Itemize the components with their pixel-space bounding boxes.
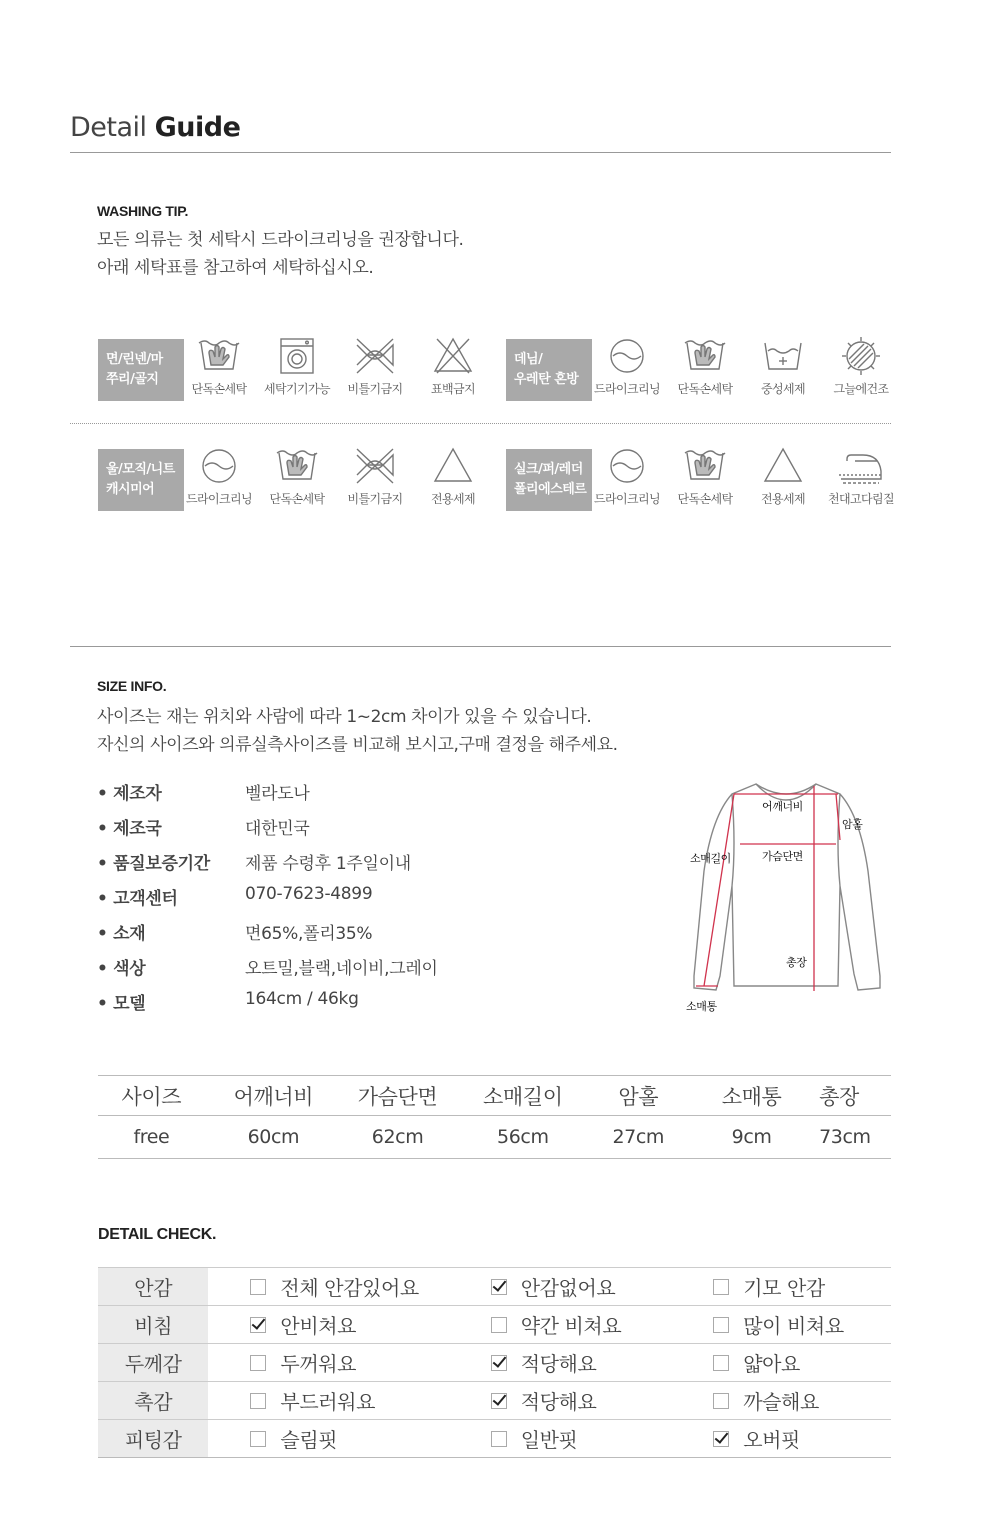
page-title [70, 112, 240, 143]
size-header: 암홀 [593, 1076, 685, 1116]
checkbox[interactable] [491, 1431, 507, 1447]
spec-value: 대한민국 [245, 819, 310, 839]
check-row [98, 1268, 891, 1306]
checkbox[interactable] [250, 1393, 266, 1409]
checkbox[interactable] [713, 1279, 729, 1295]
wash-item [180, 335, 258, 397]
check-option-label: 오버핏 [743, 1428, 800, 1452]
wash-label: 비틀기금지 [347, 382, 403, 396]
title-bold: Guide [154, 112, 241, 143]
check-label: 촉감 [98, 1382, 208, 1420]
wash-label: 표백금지 [431, 382, 475, 396]
washing-line: 모든 의류는 첫 세탁시 드라이크리닝을 권장합니다. [97, 230, 464, 250]
wash-item [822, 335, 900, 397]
check-label: 안감 [98, 1268, 208, 1306]
wash-item [588, 445, 666, 507]
check-label: 두께감 [98, 1344, 208, 1382]
check-option[interactable] [491, 1424, 714, 1453]
size-cell: 27cm [593, 1116, 685, 1159]
check-option-cell [208, 1344, 490, 1382]
check-option[interactable] [250, 1272, 490, 1301]
size-cell: 60cm [205, 1116, 342, 1159]
guide-chest: 가슴단면 [762, 850, 803, 863]
check-option-cell [491, 1268, 714, 1306]
dotted-divider [70, 423, 891, 424]
wash-label: 단독손세탁 [677, 492, 733, 506]
check-option-cell [491, 1420, 714, 1458]
neutral-detergent-icon [759, 335, 807, 377]
spec-value: 제품 수령후 1주일이내 [245, 854, 411, 874]
wash-label: 천대고다림질 [828, 492, 894, 506]
wash-category-line: 데님/ [514, 352, 543, 367]
check-option-label: 일반핏 [520, 1428, 578, 1452]
size-cell: 62cm [342, 1116, 453, 1159]
check-option[interactable] [491, 1348, 714, 1377]
washing-text [97, 226, 463, 282]
wash-label: 비틀기금지 [347, 492, 403, 506]
size-cell: 73cm [819, 1116, 891, 1159]
washing-heading: WASHING TIP. [97, 203, 189, 219]
check-option-cell [208, 1382, 490, 1420]
checkbox[interactable] [250, 1431, 266, 1447]
wash-item [588, 335, 666, 397]
spec-value: 벨라도나 [245, 784, 310, 804]
checkbox[interactable] [713, 1355, 729, 1371]
check-option[interactable] [491, 1272, 714, 1301]
checkbox[interactable] [491, 1393, 507, 1409]
guide-sleeve: 소매길이 [690, 852, 731, 865]
check-option-label: 적당해요 [520, 1352, 597, 1376]
hand-wash-icon [195, 335, 243, 377]
cloth-iron-icon [837, 445, 885, 487]
guide-shoulder: 어깨너비 [762, 800, 803, 813]
wash-item [258, 445, 336, 507]
check-option-cell [491, 1382, 714, 1420]
checkbox[interactable] [250, 1317, 266, 1333]
spec-value: 오트밀,블랙,네이비,그레이 [245, 959, 438, 979]
wash-label: 그늘에건조 [833, 382, 889, 396]
hand-wash-icon [681, 445, 729, 487]
wash-item [744, 445, 822, 507]
check-option-cell [713, 1420, 891, 1458]
size-header: 가슴단면 [342, 1076, 453, 1116]
dry-clean-icon [195, 445, 243, 487]
check-row [98, 1344, 891, 1382]
size-header: 소매길이 [453, 1076, 592, 1116]
wash-label: 드라이크리닝 [594, 492, 660, 506]
check-option-cell [208, 1306, 490, 1344]
wash-item [822, 445, 900, 507]
spec-key: • 품질보증기간 [97, 854, 210, 874]
wash-label: 단독손세탁 [269, 492, 325, 506]
check-option[interactable] [713, 1272, 891, 1301]
no-wring-icon [351, 335, 399, 377]
dry-clean-icon [603, 335, 651, 377]
washing-machine-icon [273, 335, 321, 377]
wash-label: 단독손세탁 [191, 382, 247, 396]
check-option[interactable] [250, 1386, 490, 1415]
wash-category-line: 폴리에스테르 [514, 482, 587, 497]
check-option-label: 많이 비쳐요 [743, 1314, 844, 1338]
garment-diagram [686, 776, 890, 1016]
guide-cuff: 소매통 [686, 1000, 717, 1013]
detail-check-table [98, 1267, 891, 1458]
wash-category-line: 우레탄 혼방 [514, 372, 579, 387]
check-option[interactable] [250, 1348, 490, 1377]
check-option-cell [208, 1268, 490, 1306]
divider [70, 152, 891, 153]
check-option-cell [713, 1306, 891, 1344]
check-option-cell [491, 1344, 714, 1382]
wash-category-line: 쭈리/골지 [106, 372, 159, 387]
wash-label: 단독손세탁 [677, 382, 733, 396]
check-option[interactable] [250, 1310, 490, 1339]
wash-category-line: 울/모직/니트 [106, 462, 175, 477]
size-heading: SIZE INFO. [97, 678, 167, 694]
size-table [98, 1075, 891, 1159]
check-option-label: 얇아요 [743, 1352, 800, 1376]
check-option-cell [713, 1382, 891, 1420]
check-option-label: 까슬해요 [743, 1390, 819, 1414]
spec-value: 164cm / 46kg [245, 989, 359, 1009]
size-cell: free [98, 1116, 205, 1159]
check-option[interactable] [491, 1386, 714, 1415]
no-bleach-icon [429, 335, 477, 377]
hand-wash-icon [273, 445, 321, 487]
size-cell: 9cm [684, 1116, 819, 1159]
check-option[interactable] [250, 1424, 490, 1453]
divider [70, 646, 891, 647]
wash-label: 드라이크리닝 [594, 382, 660, 396]
wash-category [506, 339, 592, 401]
wash-label: 세탁기기가능 [264, 382, 330, 396]
check-option[interactable] [713, 1386, 891, 1415]
wash-item [666, 445, 744, 507]
special-detergent-icon [759, 445, 807, 487]
check-option[interactable] [713, 1424, 891, 1453]
wash-label: 드라이크리닝 [186, 492, 252, 506]
wash-category-line: 실크/퍼/레더 [514, 462, 583, 477]
checkbox[interactable] [491, 1317, 507, 1333]
check-option-label: 두꺼워요 [280, 1352, 357, 1376]
wash-item [258, 335, 336, 397]
size-header: 사이즈 [98, 1076, 205, 1116]
size-header: 어깨너비 [205, 1076, 342, 1116]
spec-value: 070-7623-4899 [245, 884, 373, 904]
special-detergent-icon [429, 445, 477, 487]
no-wring-icon [351, 445, 399, 487]
checkbox[interactable] [250, 1279, 266, 1295]
wash-category-line: 면/린넨/마 [106, 352, 163, 367]
check-option[interactable] [713, 1348, 891, 1377]
guide-length: 총장 [786, 956, 807, 969]
checkbox[interactable] [713, 1431, 729, 1447]
check-option[interactable] [491, 1310, 714, 1339]
check-row [98, 1306, 891, 1344]
title-light: Detail [70, 112, 147, 143]
wash-label: 전용세제 [431, 492, 475, 506]
wash-category [98, 339, 184, 401]
size-line: 자신의 사이즈와 의류실측사이즈를 비교해 보시고,구매 결정을 해주세요. [97, 735, 618, 755]
wash-item [666, 335, 744, 397]
checkbox[interactable] [491, 1279, 507, 1295]
checkbox[interactable] [713, 1393, 729, 1409]
washing-line: 아래 세탁표를 참고하여 세탁하십시오. [97, 258, 374, 278]
size-text [97, 703, 618, 759]
shade-dry-icon [837, 335, 885, 377]
size-header: 총장 [819, 1076, 891, 1116]
spec-key: • 모델 [97, 994, 146, 1014]
check-option-label: 전체 안감있어요 [280, 1276, 419, 1300]
spec-key: • 소재 [97, 924, 146, 944]
size-line: 사이즈는 재는 위치와 사람에 따라 1~2cm 차이가 있을 수 있습니다. [97, 707, 592, 727]
wash-category [98, 449, 184, 511]
detail-check-heading: DETAIL CHECK. [98, 1226, 217, 1243]
wash-category [506, 449, 592, 511]
check-option[interactable] [713, 1310, 891, 1339]
checkbox[interactable] [713, 1317, 729, 1333]
dry-clean-icon [603, 445, 651, 487]
check-option-cell [491, 1306, 714, 1344]
check-row [98, 1382, 891, 1420]
check-option-label: 기모 안감 [743, 1276, 825, 1300]
wash-item [414, 335, 492, 397]
check-option-label: 안감없어요 [520, 1276, 616, 1300]
spec-key: • 제조자 [97, 784, 162, 804]
check-option-label: 적당해요 [520, 1390, 597, 1414]
check-option-label: 부드러워요 [280, 1390, 376, 1414]
check-row [98, 1420, 891, 1458]
guide-armhole: 암홀 [842, 818, 863, 831]
check-option-label: 슬림핏 [280, 1428, 338, 1452]
check-label: 피팅감 [98, 1420, 208, 1458]
checkbox[interactable] [250, 1355, 266, 1371]
wash-category-line: 캐시미어 [106, 482, 155, 497]
size-row [98, 1116, 891, 1159]
wash-item [744, 335, 822, 397]
check-option-cell [713, 1268, 891, 1306]
wash-item [336, 445, 414, 507]
wash-item [336, 335, 414, 397]
hand-wash-icon [681, 335, 729, 377]
check-option-cell [713, 1344, 891, 1382]
spec-value: 면65%,폴리35% [245, 924, 373, 944]
wash-label: 중성세제 [761, 382, 805, 396]
size-header: 소매통 [684, 1076, 819, 1116]
check-option-label: 약간 비쳐요 [520, 1314, 622, 1338]
spec-key: • 고객센터 [97, 889, 178, 909]
size-header-row [98, 1076, 891, 1116]
wash-item [180, 445, 258, 507]
check-option-cell [208, 1420, 490, 1458]
checkbox[interactable] [491, 1355, 507, 1371]
spec-key: • 색상 [97, 959, 146, 979]
wash-label: 전용세제 [761, 492, 805, 506]
check-label: 비침 [98, 1306, 208, 1344]
check-option-label: 안비쳐요 [280, 1314, 357, 1338]
size-cell: 56cm [453, 1116, 592, 1159]
spec-key: • 제조국 [97, 819, 162, 839]
wash-item [414, 445, 492, 507]
